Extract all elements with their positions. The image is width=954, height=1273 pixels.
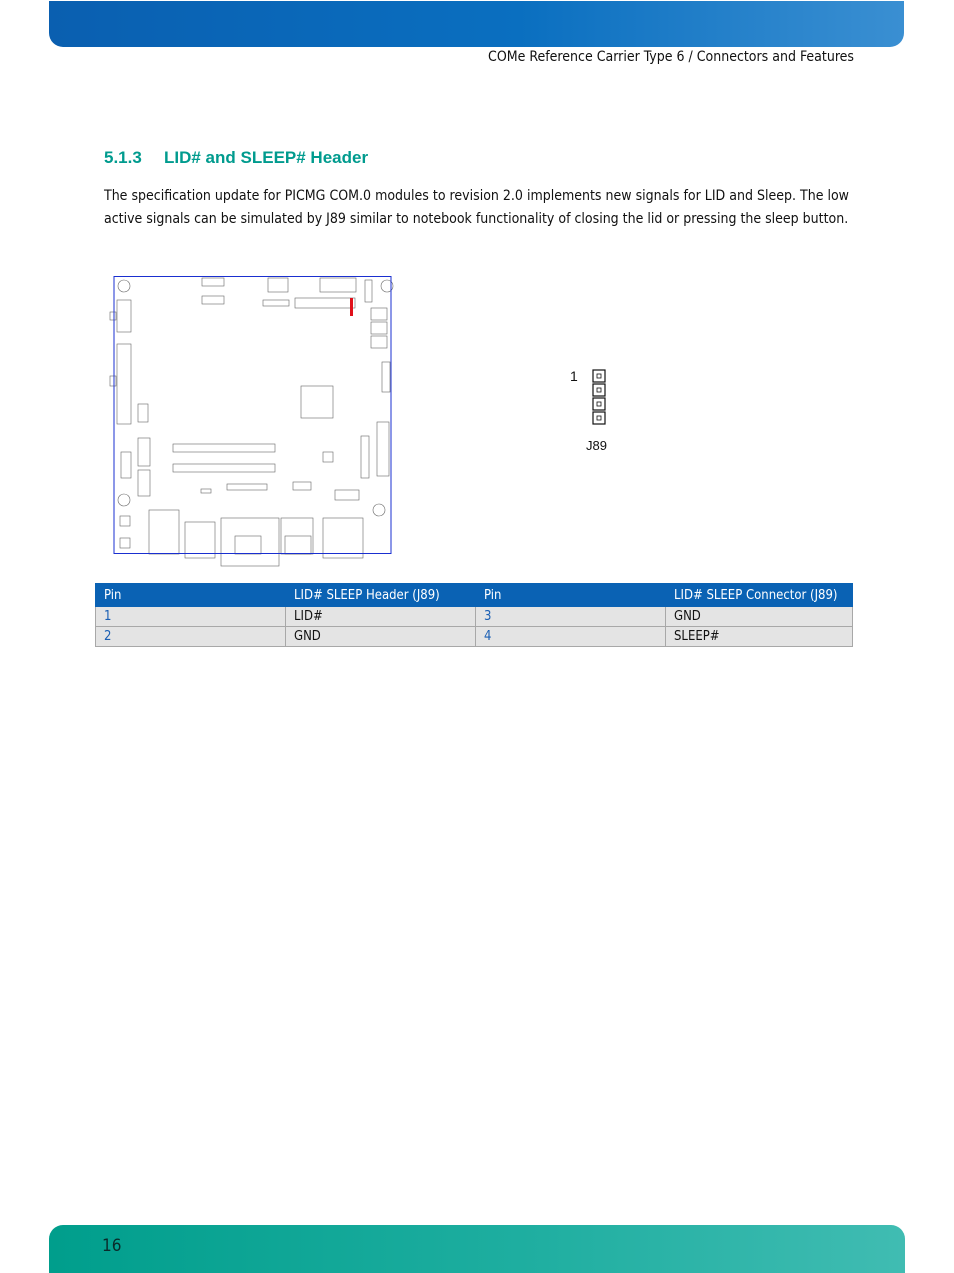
table-cell-signal: SLEEP# xyxy=(666,627,853,647)
table-cell-signal: LID# xyxy=(286,607,476,627)
section-title: LID# and SLEEP# Header xyxy=(164,148,369,167)
board-layout-diagram xyxy=(105,270,400,570)
body-paragraph: The specification update for PICMG COM.0 modules to revision 2.0 implements new signals for LID and Sleep. The low active signals can be simulated by J89 similar to notebook functionality of closing the lid or pressing the sleep button. xyxy=(104,188,849,227)
section-number: 5.1.3 xyxy=(104,148,142,167)
table-cell-pin: 2 xyxy=(96,627,286,647)
table-row xyxy=(96,607,853,627)
table-header-cell: Pin xyxy=(96,584,286,607)
section-heading xyxy=(104,148,368,168)
table-header-cell: LID# SLEEP Header (J89) xyxy=(286,584,476,607)
pin1-label: 1 xyxy=(570,368,578,384)
table-header-cell: LID# SLEEP Connector (J89) xyxy=(666,584,853,607)
pinout-table xyxy=(95,583,853,647)
header-bar xyxy=(49,1,904,47)
page-number: 16 xyxy=(102,1236,122,1256)
table-cell-pin: 1 xyxy=(96,607,286,627)
table-cell-pin: 4 xyxy=(476,627,666,647)
connector-label: J89 xyxy=(586,438,607,453)
table-cell-pin: 3 xyxy=(476,607,666,627)
table-header-row xyxy=(96,584,853,607)
table-row xyxy=(96,627,853,647)
running-title: COMe Reference Carrier Type 6 / Connectors and Features xyxy=(488,49,854,65)
j89-pinout-diagram xyxy=(560,362,620,457)
table-cell-signal: GND xyxy=(666,607,853,627)
footer-bar xyxy=(49,1225,905,1273)
table-header-cell: Pin xyxy=(476,584,666,607)
table-cell-signal: GND xyxy=(286,627,476,647)
